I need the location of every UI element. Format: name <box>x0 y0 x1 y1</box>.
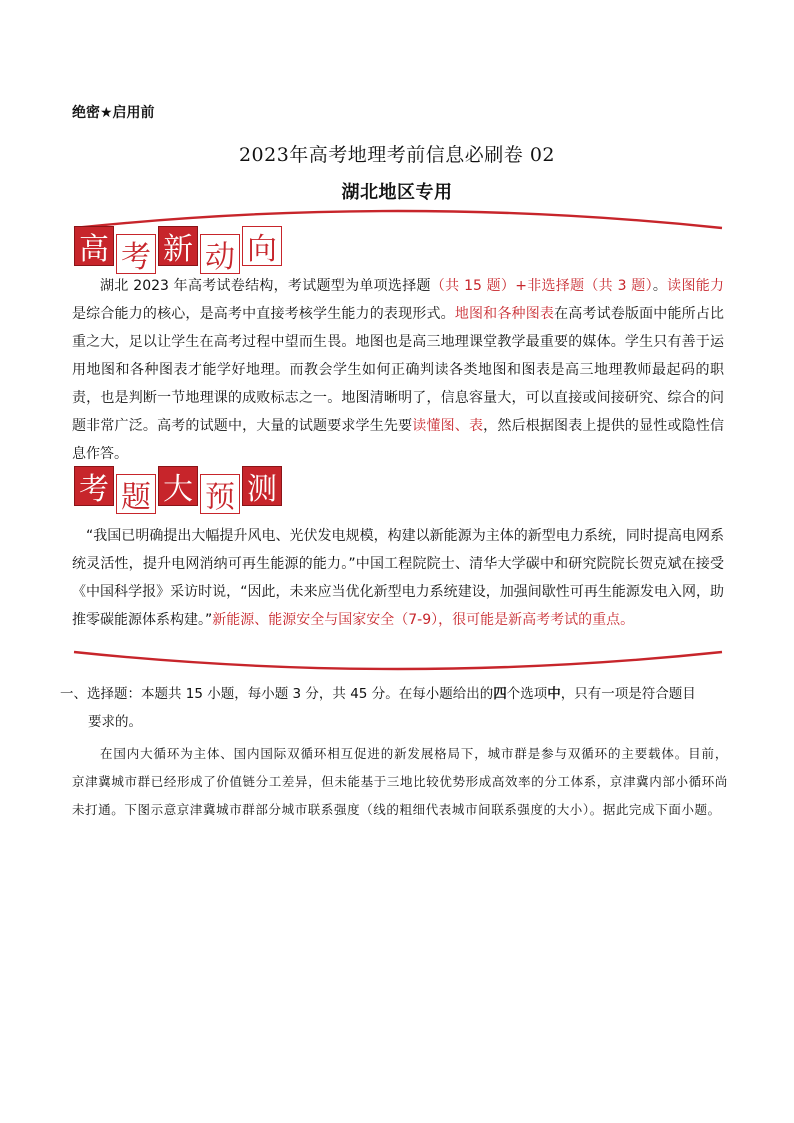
secret-label: 绝密★启用前 <box>72 105 155 121</box>
intro-text: 在高考试卷版面中能所占比重之大，足以让学生在高考过程中望而生畏。地图也是高三地理课堂教学最重要的媒体。学生只有善于运用地图和各种图表才能学好地理。而教会学生如何正确判读各类地图和图表是高三地理教师最起码的职责，也是判断一节地理课的成败标志之一。地图清晰明了，信息容量大，可以直接或间接研究、综合的问题非常广泛。高考的试题中，大量的试题要求学生先要 <box>72 306 725 434</box>
heading-emphasis: 中 <box>547 686 561 702</box>
heading-text: 一、选择题：本题共 15 小题，每小题 3 分，共 45 分。在每小题给出的 <box>60 686 494 702</box>
page-title: 2023年高考地理考前信息必刷卷 02 <box>238 144 556 166</box>
intro-paragraph <box>72 272 724 468</box>
forecast-paragraph <box>72 522 724 634</box>
banner-gaokao-trend <box>74 226 282 274</box>
heading-text: 要求的。 <box>88 714 142 730</box>
banner-char: 题 <box>116 474 156 514</box>
forecast-highlight: 新能源、能源安全与国家安全（7-9），很可能是新高考考试的重点。 <box>212 612 635 628</box>
intro-text: 是综合能力的核心，是高考中直接考核学生能力的表现形式。 <box>72 306 455 322</box>
intro-highlight: 读图能力 <box>667 278 725 294</box>
heading-text: ，只有一项是符合题目 <box>560 686 696 702</box>
banner-char: 动 <box>200 234 240 274</box>
frame-bottom-arc <box>74 652 722 669</box>
intro-text: 。 <box>652 278 668 294</box>
intro-text: ，然后根据图表上提供的显性或隐性信息作答。 <box>72 418 725 462</box>
banner-char: 预 <box>200 474 240 514</box>
intro-highlight: 地图和各种图表 <box>454 306 555 322</box>
forecast-text: “我国已明确提出大幅提升风电、光伏发电规模，构建以新能源为主体的新型电力系统，同时提高电网系统灵活性，提升电网消纳可再生能源的能力。”中国工程院院士、清华大学碳中和研究院院长贺克斌在接受《中国科学报》采访时说，“因此，未来应当优化新型电力系统建设，加强间歇性可再生能源发电入网，助推零碳能源体系构建。” <box>72 528 724 628</box>
banner-char: 新 <box>158 226 198 266</box>
question-section-heading <box>60 680 730 736</box>
intro-highlight: （共 3 题） <box>584 278 653 294</box>
passage-text: 在国内大循环为主体、国内国际双循环相互促进的新发展格局下，城市群是参与双循环的主要载体。目前，京津冀城市群已经形成了价值链分工差异，但未能基于三地比较优势形成高效率的分工体系，京津冀内部小循环尚未打通。下图示意京津冀城市群部分城市联系强度（线的粗细代表城市间联系强度的大小）。据此完成下面小题。 <box>72 746 728 817</box>
intro-highlight: +非选择题 <box>515 278 585 294</box>
banner-char: 考 <box>116 234 156 274</box>
banner-char: 考 <box>74 466 114 506</box>
banner-exam-forecast <box>74 466 282 514</box>
intro-highlight: 读懂图、表 <box>412 418 484 434</box>
banner-char: 高 <box>74 226 114 266</box>
intro-highlight: （共 15 题） <box>430 278 516 294</box>
banner-char: 测 <box>242 466 282 506</box>
heading-text: 个选项 <box>506 686 548 702</box>
banner-char: 向 <box>242 226 282 266</box>
intro-text: 湖北 2023 年高考试卷结构，考试题型为单项选择题 <box>100 278 431 294</box>
heading-emphasis: 四 <box>493 686 507 702</box>
banner-char: 大 <box>158 466 198 506</box>
question-passage <box>72 740 728 824</box>
page-subtitle: 湖北地区专用 <box>341 182 453 203</box>
